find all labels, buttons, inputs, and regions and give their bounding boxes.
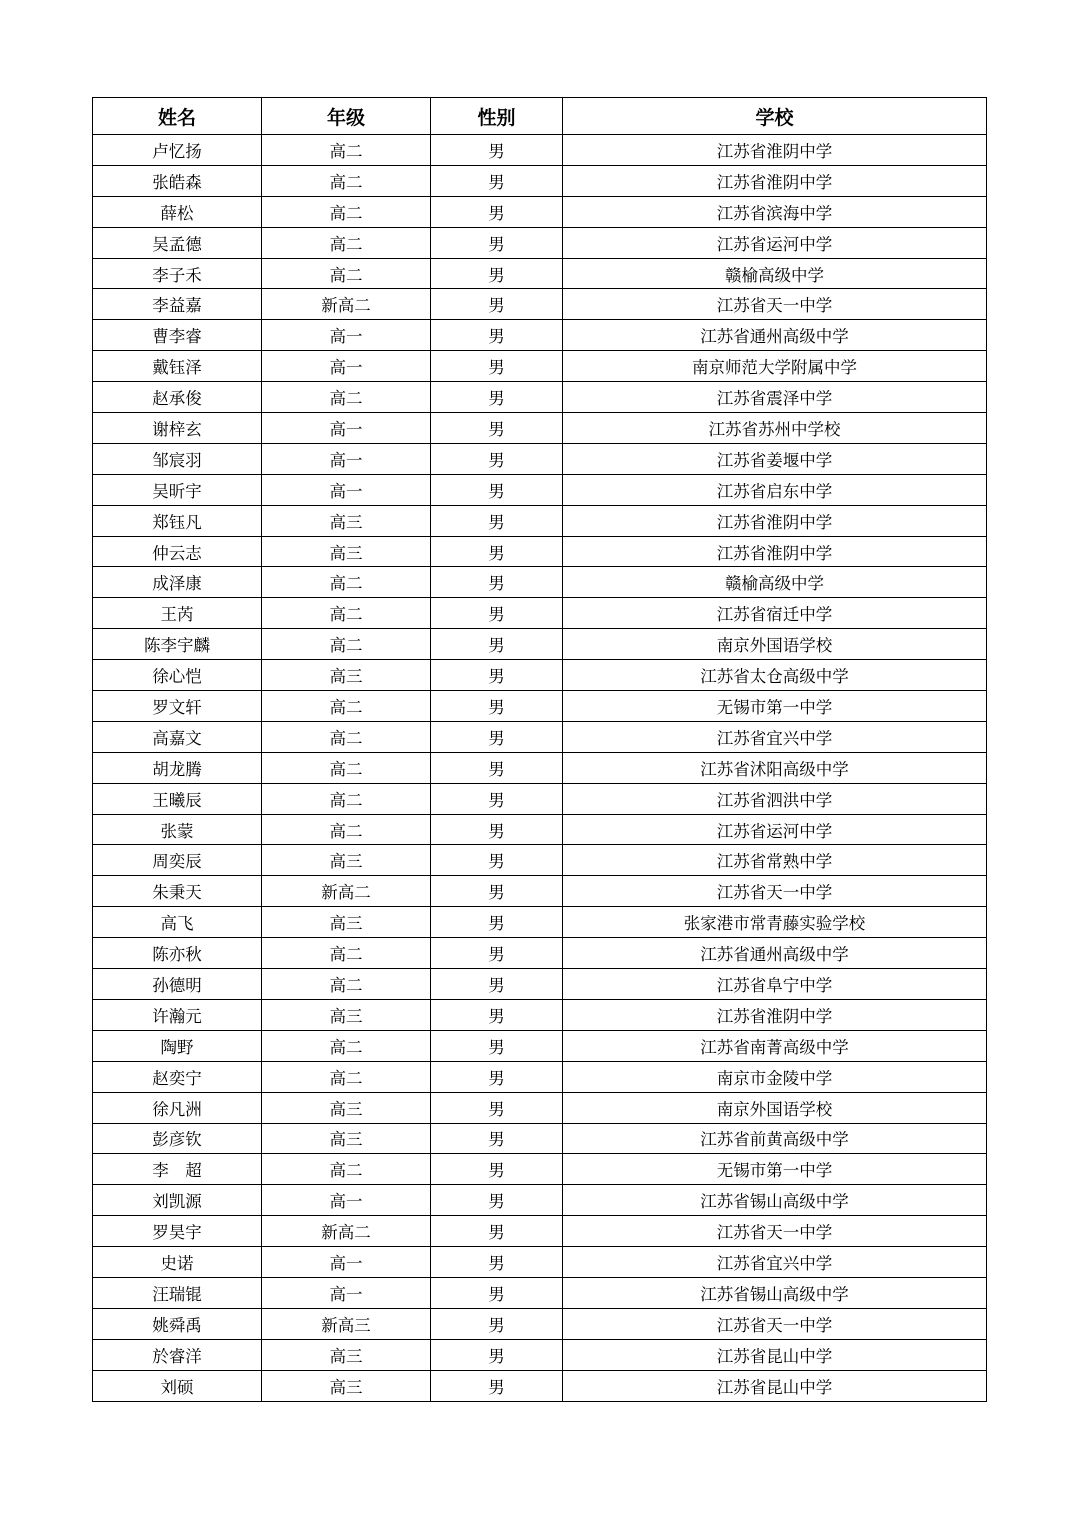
cell-grade: 高三 [262,845,431,876]
cell-gender: 男 [431,598,563,629]
cell-name: 刘凯源 [93,1185,262,1216]
cell-gender: 男 [431,814,563,845]
table-row [93,629,987,660]
cell-grade: 高二 [262,1154,431,1185]
cell-grade: 高一 [262,474,431,505]
cell-school: 江苏省滨海中学 [563,196,987,227]
cell-name: 於睿洋 [93,1339,262,1370]
cell-gender: 男 [431,1061,563,1092]
cell-gender: 男 [431,474,563,505]
cell-gender: 男 [431,567,563,598]
cell-grade: 高二 [262,814,431,845]
table-row [93,1308,987,1339]
table-row [93,876,987,907]
cell-grade: 高一 [262,351,431,382]
roster-table [92,97,987,1402]
table-row [93,814,987,845]
table-row [93,351,987,382]
cell-school: 赣榆高级中学 [563,567,987,598]
cell-gender: 男 [431,907,563,938]
cell-grade: 高三 [262,660,431,691]
cell-grade: 高二 [262,938,431,969]
cell-gender: 男 [431,938,563,969]
cell-gender: 男 [431,196,563,227]
header-school: 学校 [563,98,987,135]
cell-school: 江苏省宜兴中学 [563,1247,987,1278]
cell-gender: 男 [431,320,563,351]
cell-gender: 男 [431,691,563,722]
table-row [93,1370,987,1401]
cell-grade: 高三 [262,999,431,1030]
cell-grade: 高三 [262,1123,431,1154]
cell-school: 江苏省昆山中学 [563,1339,987,1370]
cell-name: 朱秉天 [93,876,262,907]
cell-gender: 男 [431,1216,563,1247]
table-row [93,536,987,567]
cell-grade: 高二 [262,721,431,752]
cell-name: 成泽康 [93,567,262,598]
cell-school: 江苏省运河中学 [563,814,987,845]
header-grade: 年级 [262,98,431,135]
cell-school: 江苏省天一中学 [563,289,987,320]
cell-name: 徐心恺 [93,660,262,691]
table-row [93,1277,987,1308]
cell-gender: 男 [431,505,563,536]
cell-school: 张家港市常青藤实验学校 [563,907,987,938]
cell-name: 吴孟德 [93,227,262,258]
cell-grade: 新高二 [262,289,431,320]
cell-gender: 男 [431,443,563,474]
cell-grade: 高一 [262,1185,431,1216]
cell-school: 江苏省通州高级中学 [563,938,987,969]
cell-school: 赣榆高级中学 [563,258,987,289]
roster-body [93,135,987,1402]
cell-name: 李子禾 [93,258,262,289]
cell-school: 江苏省通州高级中学 [563,320,987,351]
cell-gender: 男 [431,629,563,660]
cell-gender: 男 [431,165,563,196]
cell-gender: 男 [431,1185,563,1216]
table-row [93,474,987,505]
cell-school: 南京外国语学校 [563,1092,987,1123]
cell-name: 姚舜禹 [93,1308,262,1339]
cell-grade: 高一 [262,320,431,351]
table-row [93,196,987,227]
cell-gender: 男 [431,1030,563,1061]
table-row [93,938,987,969]
cell-gender: 男 [431,876,563,907]
cell-gender: 男 [431,289,563,320]
cell-school: 无锡市第一中学 [563,691,987,722]
table-row [93,1339,987,1370]
table-row [93,598,987,629]
cell-gender: 男 [431,1277,563,1308]
cell-name: 孙德明 [93,969,262,1000]
cell-gender: 男 [431,969,563,1000]
cell-name: 王曦辰 [93,783,262,814]
table-row [93,691,987,722]
cell-school: 江苏省淮阴中学 [563,999,987,1030]
cell-grade: 高二 [262,196,431,227]
cell-gender: 男 [431,1123,563,1154]
cell-grade: 高二 [262,752,431,783]
table-row [93,1185,987,1216]
cell-gender: 男 [431,1370,563,1401]
cell-name: 周奕辰 [93,845,262,876]
cell-grade: 高三 [262,907,431,938]
cell-gender: 男 [431,1339,563,1370]
cell-grade: 高二 [262,629,431,660]
cell-grade: 高二 [262,567,431,598]
table-row [93,1216,987,1247]
cell-grade: 高二 [262,691,431,722]
header-gender: 性别 [431,98,563,135]
cell-name: 谢梓玄 [93,413,262,444]
cell-name: 王芮 [93,598,262,629]
table-row [93,135,987,166]
cell-grade: 高一 [262,413,431,444]
cell-name: 陈亦秋 [93,938,262,969]
table-row [93,413,987,444]
table-row [93,289,987,320]
cell-name: 史诺 [93,1247,262,1278]
cell-school: 江苏省淮阴中学 [563,505,987,536]
table-row [93,320,987,351]
cell-school: 江苏省震泽中学 [563,382,987,413]
cell-gender: 男 [431,752,563,783]
cell-name: 高嘉文 [93,721,262,752]
cell-gender: 男 [431,660,563,691]
cell-name: 赵奕宁 [93,1061,262,1092]
cell-name: 李益嘉 [93,289,262,320]
cell-school: 江苏省阜宁中学 [563,969,987,1000]
cell-grade: 高二 [262,1030,431,1061]
cell-school: 江苏省淮阴中学 [563,165,987,196]
cell-school: 南京外国语学校 [563,629,987,660]
roster-sheet [92,97,986,1402]
cell-school: 江苏省常熟中学 [563,845,987,876]
cell-school: 江苏省天一中学 [563,876,987,907]
cell-grade: 高一 [262,443,431,474]
cell-school: 江苏省启东中学 [563,474,987,505]
cell-grade: 高三 [262,1339,431,1370]
table-row [93,258,987,289]
cell-name: 赵承俊 [93,382,262,413]
cell-grade: 高二 [262,1061,431,1092]
cell-grade: 高三 [262,1092,431,1123]
cell-school: 江苏省昆山中学 [563,1370,987,1401]
cell-name: 胡龙腾 [93,752,262,783]
cell-name: 罗昊宇 [93,1216,262,1247]
cell-grade: 新高二 [262,876,431,907]
cell-school: 江苏省南菁高级中学 [563,1030,987,1061]
cell-name: 吴昕宇 [93,474,262,505]
cell-school: 江苏省锡山高级中学 [563,1185,987,1216]
cell-grade: 高二 [262,382,431,413]
cell-school: 江苏省天一中学 [563,1216,987,1247]
cell-grade: 高三 [262,505,431,536]
table-row [93,567,987,598]
cell-name: 徐凡洲 [93,1092,262,1123]
table-row [93,721,987,752]
cell-school: 南京市金陵中学 [563,1061,987,1092]
table-row [93,660,987,691]
cell-gender: 男 [431,258,563,289]
cell-name: 刘硕 [93,1370,262,1401]
cell-gender: 男 [431,1154,563,1185]
table-row [93,165,987,196]
cell-school: 江苏省泗洪中学 [563,783,987,814]
cell-name: 彭彦钦 [93,1123,262,1154]
cell-name: 李 超 [93,1154,262,1185]
cell-school: 江苏省宿迁中学 [563,598,987,629]
cell-gender: 男 [431,135,563,166]
cell-grade: 高二 [262,165,431,196]
table-row [93,382,987,413]
cell-school: 无锡市第一中学 [563,1154,987,1185]
cell-name: 邹宸羽 [93,443,262,474]
cell-name: 陶野 [93,1030,262,1061]
table-row [93,443,987,474]
cell-grade: 新高二 [262,1216,431,1247]
cell-grade: 高三 [262,536,431,567]
cell-name: 薛松 [93,196,262,227]
cell-gender: 男 [431,413,563,444]
cell-gender: 男 [431,536,563,567]
table-row [93,1092,987,1123]
table-row [93,783,987,814]
cell-grade: 新高三 [262,1308,431,1339]
table-row [93,999,987,1030]
cell-gender: 男 [431,1308,563,1339]
cell-name: 罗文轩 [93,691,262,722]
cell-name: 郑钰凡 [93,505,262,536]
cell-school: 江苏省太仓高级中学 [563,660,987,691]
header-name: 姓名 [93,98,262,135]
table-row [93,969,987,1000]
cell-grade: 高二 [262,969,431,1000]
cell-school: 江苏省前黄高级中学 [563,1123,987,1154]
table-row [93,1247,987,1278]
cell-grade: 高一 [262,1247,431,1278]
header-row [93,98,987,135]
table-row [93,227,987,258]
cell-grade: 高二 [262,135,431,166]
cell-school: 江苏省天一中学 [563,1308,987,1339]
table-row [93,845,987,876]
cell-name: 戴钰泽 [93,351,262,382]
cell-school: 江苏省姜堰中学 [563,443,987,474]
cell-school: 江苏省淮阴中学 [563,536,987,567]
cell-grade: 高二 [262,258,431,289]
table-row [93,1154,987,1185]
cell-gender: 男 [431,382,563,413]
cell-gender: 男 [431,1092,563,1123]
cell-name: 高飞 [93,907,262,938]
table-row [93,907,987,938]
cell-name: 曹李睿 [93,320,262,351]
cell-school: 江苏省运河中学 [563,227,987,258]
cell-gender: 男 [431,721,563,752]
cell-gender: 男 [431,845,563,876]
cell-school: 南京师范大学附属中学 [563,351,987,382]
table-row [93,1030,987,1061]
cell-grade: 高一 [262,1277,431,1308]
cell-gender: 男 [431,227,563,258]
cell-school: 江苏省淮阴中学 [563,135,987,166]
cell-gender: 男 [431,351,563,382]
cell-name: 许瀚元 [93,999,262,1030]
cell-gender: 男 [431,1247,563,1278]
table-row [93,752,987,783]
cell-name: 陈李宇麟 [93,629,262,660]
cell-school: 江苏省宜兴中学 [563,721,987,752]
cell-grade: 高二 [262,783,431,814]
cell-name: 张皓森 [93,165,262,196]
cell-school: 江苏省锡山高级中学 [563,1277,987,1308]
cell-name: 仲云志 [93,536,262,567]
table-row [93,1061,987,1092]
table-row [93,1123,987,1154]
cell-school: 江苏省沭阳高级中学 [563,752,987,783]
cell-gender: 男 [431,783,563,814]
table-row [93,505,987,536]
cell-name: 张蒙 [93,814,262,845]
cell-name: 卢忆扬 [93,135,262,166]
cell-grade: 高二 [262,598,431,629]
cell-grade: 高三 [262,1370,431,1401]
cell-grade: 高二 [262,227,431,258]
cell-name: 汪瑞锟 [93,1277,262,1308]
cell-gender: 男 [431,999,563,1030]
cell-school: 江苏省苏州中学校 [563,413,987,444]
